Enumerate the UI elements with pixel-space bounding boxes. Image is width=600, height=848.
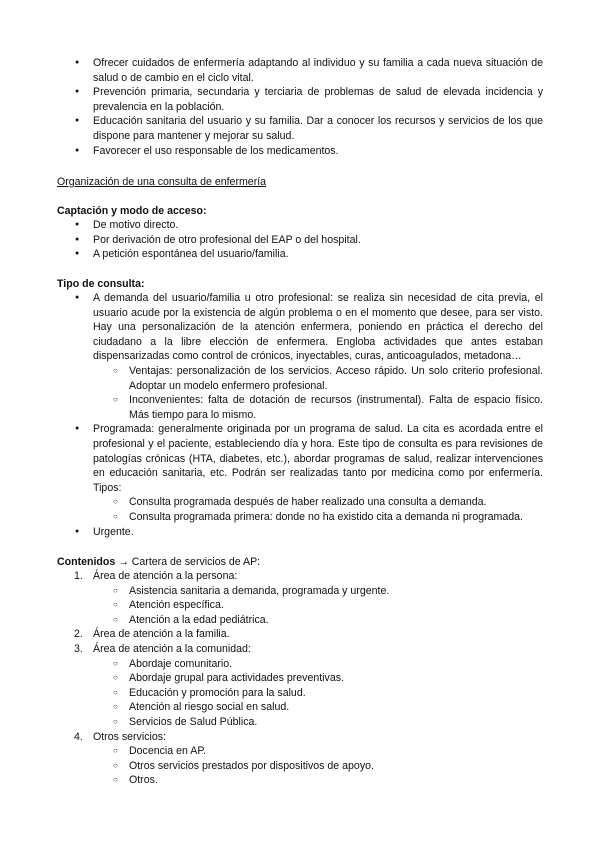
list-item: ● De motivo directo. (57, 218, 543, 233)
area-item (57, 569, 543, 627)
sub-item: ○ Abordaje comunitario. (57, 657, 543, 672)
area-number: 3. (74, 642, 83, 655)
list-item: ● Educación sanitaria del usuario y su familia. Dar a conocer los recursos y servicios de los que dispone para mantener y mejorar su salud. (57, 114, 543, 143)
area-item (57, 627, 543, 642)
area-label: Área de atención a la persona: (93, 570, 238, 582)
area-number: 2. (74, 628, 83, 641)
sub-item: ○ Atención específica. (57, 598, 543, 613)
area-sublist (93, 657, 543, 730)
list-item-urgente: ● Urgente. (57, 525, 543, 540)
contenidos-heading: Contenidos (57, 556, 116, 568)
inconvenientes-item: ○ Inconvenientes: falta de dotación de recursos (instrumental). Falta de espacio físico. Más tiempo para lo mismo. (57, 393, 543, 422)
demanda-text: A demanda del usuario/familia u otro profesional: se realiza sin necesidad de cita previa, el usuario acude por la existencia de algún problema o en el momento que desee, para ser visto. Hay una personalización de la atención enfermera, poniendo en práctica el derecho del ciudadano a la libre elección de enfermera. Engloba actividades que antes estaban dispensarizadas como control de crónicos, inyectables, curas, anticoagulados, metadona… (93, 292, 543, 363)
list-item: ● Ofrecer cuidados de enfermería adaptando al individuo y su familia a cada nueva situación de salud o de cambio en el ciclo vital. (57, 56, 543, 85)
sub-item: ○ Docencia en AP. (57, 744, 543, 759)
sub-item: ○ Educación y promoción para la salud. (57, 686, 543, 701)
area-sublist (93, 744, 543, 788)
list-item: ● Prevención primaria, secundaria y terciaria de problemas de salud de elevada incidencia y prevalencia en la población. (57, 85, 543, 114)
area-label: Otros servicios: (93, 730, 166, 743)
list-item: ● Favorecer el uso responsable de los medicamentos. (57, 144, 543, 159)
section-title: Organización de una consulta de enfermería (57, 176, 267, 188)
tipo-heading: Tipo de consulta: (57, 278, 145, 290)
sub-item: ○ Otros. (57, 773, 543, 788)
area-number: 1. (74, 570, 83, 582)
area-item (57, 730, 543, 788)
area-sublist (93, 584, 543, 628)
programada-tipo-item: ○ Consulta programada primera: donde no ha existido cita a demanda ni programada. (57, 510, 543, 525)
tipo-list (57, 291, 543, 539)
captacion-list (57, 218, 543, 262)
area-item (57, 642, 543, 730)
ventajas-item: ○ Ventajas: personalización de los servicios. Acceso rápido. Un solo criterio profesional. Adoptar un modelo enfermero profesional. (57, 364, 543, 393)
sub-item: ○ Servicios de Salud Pública. (57, 715, 543, 730)
list-item-demanda (57, 291, 543, 422)
programada-text: Programada: generalmente originada por un programa de salud. La cita es acordada entre el profesional y el paciente, estableciendo día y hora. Este tipo de consulta es para revisiones de patologías crónicas (HTA, diabetes, etc.), abordar programas de salud, realizar intervenciones en educación sanitaria, etc. Podrán ser realizadas tanto por medicina como por enfermería. Tipos: (93, 423, 543, 494)
sub-item: ○ Asistencia sanitaria a demanda, programada y urgente. (57, 584, 543, 599)
list-item: ● Por derivación de otro profesional del EAP o del hospital. (57, 233, 543, 248)
demanda-sublist (93, 364, 543, 422)
contenidos-line (57, 555, 543, 570)
list-item-programada (57, 422, 543, 524)
captacion-heading: Captación y modo de acceso: (57, 205, 207, 217)
sub-item: ○ Atención a la edad pediátrica. (57, 613, 543, 628)
contenidos-arrow-text: → Cartera de servicios de AP: (118, 556, 261, 568)
contenidos-list (57, 569, 543, 788)
area-label: Área de atención a la comunidad: (93, 642, 251, 655)
list-item: ● A petición espontánea del usuario/familia. (57, 247, 543, 262)
programada-sublist (93, 495, 543, 524)
intro-bullet-list (57, 56, 543, 158)
sub-item: ○ Otros servicios prestados por dispositivos de apoyo. (57, 759, 543, 774)
area-number: 4. (74, 730, 83, 743)
area-label: Área de atención a la familia. (93, 628, 230, 641)
sub-item: ○ Abordaje grupal para actividades preventivas. (57, 671, 543, 686)
sub-item: ○ Atención al riesgo social en salud. (57, 700, 543, 715)
programada-tipo-item: ○ Consulta programada después de haber realizado una consulta a demanda. (57, 495, 543, 510)
